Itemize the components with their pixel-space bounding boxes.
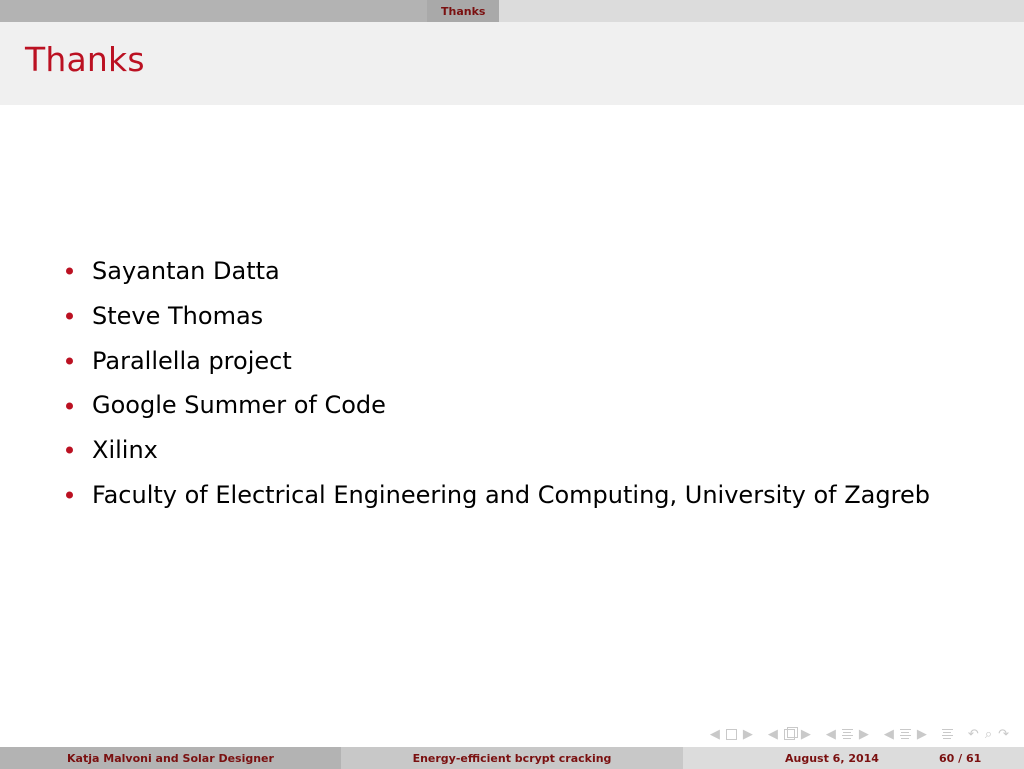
prev-section-icon[interactable]: ◀ [883,726,894,742]
section-navigation-bar [0,0,1024,22]
nav-group-slide [707,728,756,741]
section-bar-right-filler [499,0,1024,22]
slide-square-icon[interactable] [726,729,737,740]
section-bar-left-filler [0,0,427,22]
nav-group-subsection [823,727,872,741]
forward-icon[interactable]: ↷ [998,726,1009,742]
next-subsection-icon[interactable]: ▶ [858,726,869,742]
next-section-icon[interactable]: ▶ [916,726,927,742]
footer-title-label: Energy-efficient bcrypt cracking [412,751,612,765]
footer-date-page [683,747,1024,769]
back-icon[interactable]: ↶ [967,726,979,742]
list-item [60,481,1010,509]
list-item [60,347,1010,375]
footer-title [341,747,683,769]
slide-content [0,105,1024,742]
section-tab-thanks[interactable] [427,0,499,22]
presentation-bars-icon[interactable] [942,727,953,741]
list-item [60,391,1010,419]
prev-frame-icon[interactable]: ◀ [767,726,778,742]
next-frame-icon[interactable]: ▶ [800,726,811,742]
bullet-dot-icon [66,447,73,454]
footer-date-label: August 6, 2014 [785,751,879,765]
list-item [60,436,1010,464]
bullet-dot-icon [66,357,73,364]
footer-page-number: 60 / 61 [938,751,982,765]
first-slide-icon[interactable]: ◀ [709,726,720,742]
bullet-dot-icon [66,492,73,499]
search-icon[interactable]: ⌕ [984,726,993,742]
acknowledgements-list [60,257,1010,526]
page-title: Thanks [25,40,145,79]
nav-group-presentation [939,727,956,741]
list-item-label: Google Summer of Code [92,391,386,420]
list-item-label: Steve Thomas [92,301,264,330]
list-item-label: Sayantan Datta [92,257,280,285]
footer-author [0,747,341,769]
title-band [0,22,1024,105]
section-tab-label: Thanks [441,4,486,18]
bullet-dot-icon [66,268,73,275]
beamer-navigation-symbols [698,727,1012,741]
list-item [60,302,1010,330]
footer-author-label: Katja Malvoni and Solar Designer [67,751,274,765]
prev-subsection-icon[interactable]: ◀ [825,726,836,742]
nav-group-frame [765,728,814,741]
bullet-dot-icon [66,402,73,409]
nav-group-section [881,727,930,741]
nav-group-history [965,728,1012,741]
bullet-dot-icon [66,312,73,319]
list-item-label: Parallella project [92,346,292,375]
slide-footer [0,747,1024,769]
list-item [60,257,1010,285]
section-bars-icon[interactable] [900,727,911,741]
list-item-label: Faculty of Electrical Engineering and Computing, University of Zagreb [92,481,930,510]
list-item-label: Xilinx [92,436,158,465]
subsection-bars-icon[interactable] [842,727,853,741]
next-slide-icon[interactable]: ▶ [742,726,753,742]
frame-squares-icon[interactable] [784,729,795,740]
